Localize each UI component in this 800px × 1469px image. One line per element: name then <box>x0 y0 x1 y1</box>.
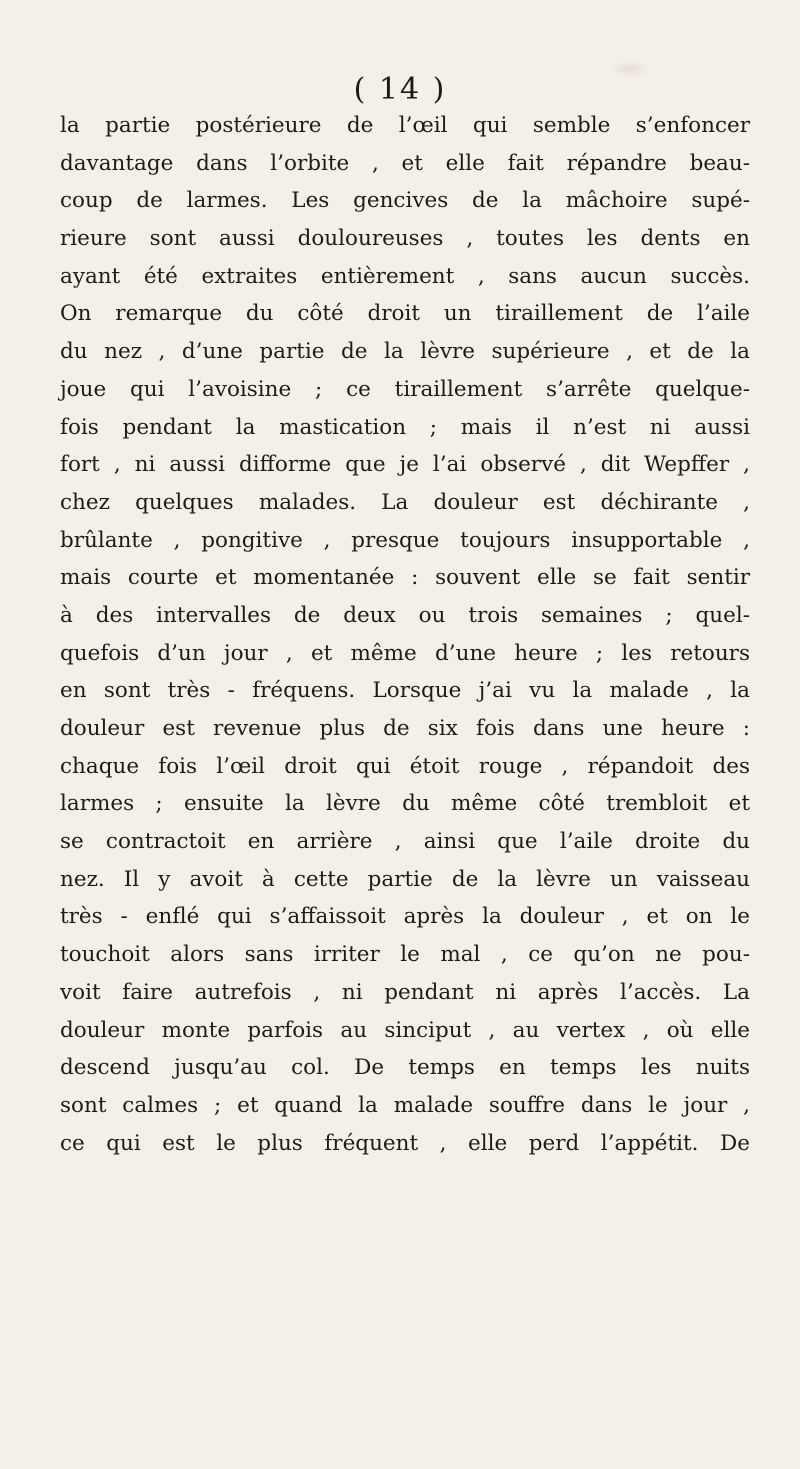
text-line: sont calmes ; et quand la malade souffre dans le jour , <box>60 1092 750 1118</box>
text-line: du nez , d’une partie de la lèvre supérieure , et de la <box>60 339 750 365</box>
text-line: fort , ni aussi difforme que je l’ai observé , dit Wepffer , <box>60 452 750 478</box>
text-line: à des intervalles de deux ou trois semaines ; quel- <box>60 602 750 628</box>
text-line: brûlante , pongitive , presque toujours insupportable , <box>60 527 750 553</box>
text-line: coup de larmes. Les gencives de la mâchoire supé- <box>60 188 750 214</box>
text-line: mais courte et momentanée : souvent elle se fait sentir <box>60 565 750 591</box>
text-line: la partie postérieure de l’œil qui semble s’enfoncer <box>60 113 750 138</box>
text-line: ce qui est le plus fréquent , elle perd l’appétit. De <box>60 1130 750 1156</box>
text-line: douleur monte parfois au sinciput , au vertex , où elle <box>60 1017 750 1043</box>
text-line: touchoit alors sans irriter le mal , ce qu’on ne pou- <box>60 942 750 968</box>
text-line: douleur est revenue plus de six fois dans une heure : <box>60 716 750 741</box>
text-line: On remarque du côté droit un tiraillement de l’aile <box>60 301 750 327</box>
text-line: très - enflé qui s’affaissoit après la douleur , et on le <box>60 904 750 930</box>
text-line: descend jusqu’au col. De temps en temps les nuits <box>60 1055 750 1081</box>
text-line: ayant été extraites entièrement , sans aucun succès. <box>60 263 750 289</box>
text-line: chaque fois l’œil droit qui étoit rouge , répandoit des <box>60 753 750 779</box>
text-line: fois pendant la mastication ; mais il n’est ni aussi <box>60 414 750 440</box>
text-line: nez. Il y avoit à cette partie de la lèvre un vaisseau <box>60 866 750 892</box>
text-line: voit faire autrefois , ni pendant ni après l’accès. La <box>60 979 750 1005</box>
text-line: larmes ; ensuite la lèvre du même côté trembloit et <box>60 791 750 817</box>
text-line: joue qui l’avoisine ; ce tiraillement s’arrête quelque- <box>60 376 750 402</box>
text-line: davantage dans l’orbite , et elle fait répandre beau- <box>60 150 750 176</box>
text-line: se contractoit en arrière , ainsi que l’aile droite du <box>60 829 750 855</box>
text-line: chez quelques malades. La douleur est déchirante , <box>60 489 750 515</box>
text-line: en sont très - fréquens. Lorsque j’ai vu la malade , la <box>60 678 750 704</box>
text-line: quefois d’un jour , et même d’une heure ; les retours <box>60 640 750 666</box>
text-line: rieure sont aussi douloureuses , toutes les dents en <box>60 226 750 252</box>
body-text <box>60 107 750 1162</box>
page-number: ( 14 ) <box>353 72 447 107</box>
